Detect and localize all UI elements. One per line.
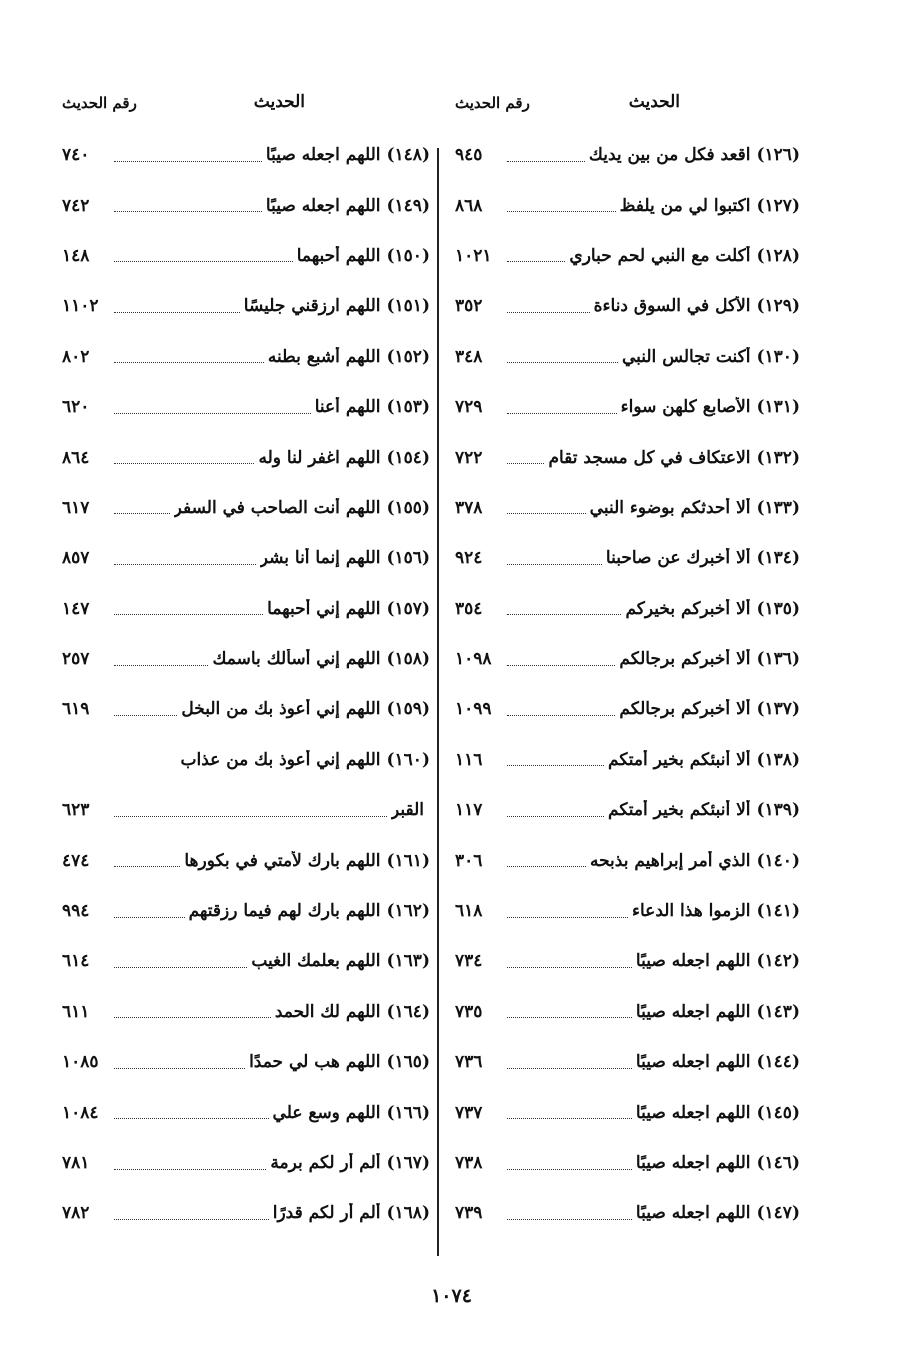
entry-hadith-number: ٧٤٠ bbox=[62, 145, 90, 166]
entry-hadith-number: ٩٤٥ bbox=[455, 145, 483, 166]
index-entry bbox=[455, 432, 800, 482]
entry-hadith-number: ١٠٢١ bbox=[455, 245, 492, 266]
index-entry bbox=[62, 332, 430, 382]
index-entry bbox=[62, 987, 430, 1037]
entry-text: اللهم إني أعوذ بك من عذاب bbox=[180, 749, 381, 770]
dot-leader bbox=[507, 249, 565, 262]
entry-text: ألا أنبئكم بخير أمتكم bbox=[608, 800, 751, 821]
index-entry bbox=[455, 634, 800, 684]
index-entry bbox=[62, 936, 430, 986]
dot-leader bbox=[507, 1207, 632, 1220]
dot-leader bbox=[114, 552, 256, 565]
entry-text: اللهم إني أحبهما bbox=[267, 598, 381, 619]
entry-index: (١٣٤) bbox=[756, 548, 800, 569]
entry-hadith-number: ٧٣٧ bbox=[455, 1102, 483, 1123]
entry-index: (١٦٠) bbox=[386, 749, 430, 770]
entry-hadith-number: ١٠٩٩ bbox=[455, 699, 492, 720]
hadith-number-header: رقم الحديث bbox=[62, 94, 137, 112]
index-entry bbox=[455, 684, 800, 734]
dot-leader bbox=[507, 1005, 632, 1018]
entry-index: (١٢٩) bbox=[756, 296, 800, 317]
index-entry bbox=[455, 835, 800, 885]
index-entry bbox=[62, 180, 430, 230]
index-entry bbox=[62, 785, 430, 835]
entry-hadith-number: ٨٠٢ bbox=[62, 346, 90, 367]
entry-hadith-number: ١٠٩٨ bbox=[455, 649, 492, 670]
index-entry bbox=[455, 382, 800, 432]
entry-text: الأكل في السوق دناءة bbox=[593, 296, 751, 317]
entry-hadith-number: ١١٧ bbox=[455, 800, 483, 821]
dot-leader bbox=[507, 501, 586, 514]
entry-hadith-number: ٣٥٤ bbox=[455, 598, 483, 619]
dot-leader bbox=[507, 552, 602, 565]
entry-hadith-number: ٧٨١ bbox=[62, 1153, 90, 1173]
entry-hadith-number: ١٤٧ bbox=[62, 598, 90, 619]
dot-leader bbox=[114, 905, 185, 918]
dot-leader bbox=[507, 401, 617, 414]
index-entry bbox=[62, 533, 430, 583]
entry-text: ألا أخبرك عن صاحبنا bbox=[605, 548, 751, 569]
entry-text: اللهم بارك لهم فيما رزقتهم bbox=[188, 901, 381, 922]
entry-index: (١٣١) bbox=[756, 397, 800, 418]
dot-leader bbox=[507, 955, 632, 968]
index-entry bbox=[455, 886, 800, 936]
entry-text: أكلت مع النبي لحم حباري bbox=[569, 245, 751, 266]
entry-index: (١٦٤) bbox=[386, 1001, 430, 1022]
dot-leader bbox=[507, 804, 604, 817]
entry-hadith-number: ٧٣٤ bbox=[455, 951, 483, 972]
entry-hadith-number: ٧٤٢ bbox=[62, 195, 90, 216]
entry-text: القبر bbox=[390, 800, 424, 821]
entry-text: الاعتكاف في كل مسجد تقام bbox=[548, 447, 751, 468]
entry-text: الأصابع كلهن سواء bbox=[620, 397, 751, 418]
dot-leader bbox=[114, 199, 262, 212]
index-entry bbox=[62, 483, 430, 533]
entry-index: (١٥٣) bbox=[386, 397, 430, 418]
index-entry bbox=[62, 281, 430, 331]
entry-index: (١٤٣) bbox=[756, 1001, 800, 1022]
index-entry bbox=[455, 533, 800, 583]
entry-text: ألم أر لكم برمة bbox=[270, 1153, 381, 1173]
right-entries-list bbox=[455, 130, 800, 1239]
dot-leader bbox=[507, 703, 615, 716]
entry-text: اللهم اجعله صيبًا bbox=[635, 1052, 751, 1073]
entry-index: (١٢٦) bbox=[756, 145, 800, 166]
index-entry bbox=[455, 584, 800, 634]
entry-text: اللهم بعلمك الغيب bbox=[251, 951, 381, 972]
index-entry bbox=[62, 886, 430, 936]
index-entry bbox=[455, 936, 800, 986]
entry-text: ألا أحدثكم بوضوء النبي bbox=[589, 497, 751, 518]
dot-leader bbox=[114, 653, 208, 666]
entry-hadith-number: ٣٤٨ bbox=[455, 346, 483, 367]
page-number: ١٠٧٤ bbox=[431, 1285, 472, 1307]
dot-leader bbox=[114, 501, 170, 514]
entry-index: (١٢٧) bbox=[756, 195, 800, 216]
entry-hadith-number: ١٠٨٥ bbox=[62, 1052, 99, 1073]
index-entry bbox=[455, 180, 800, 230]
entry-hadith-number: ٧٣٦ bbox=[455, 1052, 483, 1073]
hadith-header: الحديث bbox=[628, 92, 680, 112]
index-entry bbox=[62, 382, 430, 432]
entry-hadith-number: ٩٢٤ bbox=[455, 548, 483, 569]
entry-text: اللهم اجعله صيبًا bbox=[635, 951, 751, 972]
entry-text: اللهم اجعله صيبًا bbox=[635, 1153, 751, 1173]
index-entry bbox=[455, 130, 800, 180]
entry-hadith-number: ٦١٩ bbox=[62, 699, 90, 720]
dot-leader bbox=[114, 149, 262, 162]
entry-index: (١٦٢) bbox=[386, 901, 430, 922]
entry-text: اللهم أعنا bbox=[314, 397, 381, 418]
entry-hadith-number: ٦١١ bbox=[62, 1001, 90, 1022]
index-entry bbox=[62, 735, 430, 785]
entry-text: اللهم اجعله صيبًا bbox=[635, 1203, 751, 1224]
index-entry bbox=[455, 735, 800, 785]
entry-index: (١٦٦) bbox=[386, 1102, 430, 1123]
entry-index: (١٦٧) bbox=[386, 1153, 430, 1173]
entry-index: (١٤٤) bbox=[756, 1052, 800, 1073]
entry-index: (١٤٢) bbox=[756, 951, 800, 972]
entry-index: (١٥٨) bbox=[386, 649, 430, 670]
dot-leader bbox=[114, 1106, 269, 1119]
index-entry bbox=[455, 1138, 800, 1188]
entry-text: اللهم اجعله صيبًا bbox=[265, 145, 381, 166]
dot-leader bbox=[114, 249, 293, 262]
entry-hadith-number: ٧٣٥ bbox=[455, 1001, 483, 1022]
index-entry bbox=[455, 785, 800, 835]
entry-hadith-number: ١٤٨ bbox=[62, 245, 90, 266]
entry-text: اللهم اجعله صيبًا bbox=[265, 195, 381, 216]
dot-leader bbox=[114, 1207, 269, 1220]
dot-leader bbox=[507, 1056, 632, 1069]
entry-hadith-number: ١١٦ bbox=[455, 749, 483, 770]
dot-leader bbox=[507, 1106, 632, 1119]
entry-text: اللهم اجعله صيبًا bbox=[635, 1001, 751, 1022]
entry-text: اللهم وسع علي bbox=[272, 1102, 381, 1123]
entry-index: (١٤١) bbox=[756, 901, 800, 922]
index-entry bbox=[62, 231, 430, 281]
right-column bbox=[455, 80, 800, 1224]
entry-text: الذي أمر إبراهيم بذبحه bbox=[589, 850, 751, 871]
dot-leader bbox=[114, 854, 180, 867]
dot-leader bbox=[507, 653, 615, 666]
entry-index: (١٤٨) bbox=[386, 145, 430, 166]
entry-hadith-number: ٦٢٣ bbox=[62, 800, 90, 821]
index-entry bbox=[455, 332, 800, 382]
entry-text: اللهم إنما أنا بشر bbox=[259, 548, 381, 569]
entry-hadith-number: ٧٣٨ bbox=[455, 1153, 483, 1173]
entry-hadith-number: ٦١٤ bbox=[62, 951, 90, 972]
entry-text: اللهم هب لي حمدًا bbox=[249, 1052, 381, 1073]
entry-hadith-number: ٨٦٨ bbox=[455, 195, 483, 216]
index-entry bbox=[62, 584, 430, 634]
entry-index: (١٥٩) bbox=[386, 699, 430, 720]
entry-hadith-number: ١٠٨٤ bbox=[62, 1102, 99, 1123]
entry-text: أكنت تجالس النبي bbox=[621, 346, 751, 367]
dot-leader bbox=[114, 451, 254, 464]
entry-index: (١٣٥) bbox=[756, 598, 800, 619]
entry-index: (١٢٨) bbox=[756, 245, 800, 266]
dot-leader bbox=[114, 804, 387, 817]
entry-text: اقعد فكل من بين يديك bbox=[588, 145, 751, 166]
entry-index: (١٣٨) bbox=[756, 749, 800, 770]
entry-index: (١٣٩) bbox=[756, 800, 800, 821]
entry-text: ألا أنبئكم بخير أمتكم bbox=[608, 749, 751, 770]
entry-index: (١٣٧) bbox=[756, 699, 800, 720]
dot-leader bbox=[507, 350, 618, 363]
index-entry bbox=[62, 634, 430, 684]
dot-leader bbox=[507, 905, 628, 918]
dot-leader bbox=[114, 1157, 266, 1170]
left-entries-list bbox=[62, 130, 430, 1239]
entry-hadith-number: ٨٦٤ bbox=[62, 447, 90, 468]
index-entry bbox=[62, 130, 430, 180]
entry-text: اللهم لك الحمد bbox=[274, 1001, 381, 1022]
right-column-header bbox=[455, 80, 800, 125]
dot-leader bbox=[507, 1157, 632, 1170]
index-entry bbox=[62, 684, 430, 734]
left-column bbox=[62, 80, 430, 1224]
entry-hadith-number: ٣٥٢ bbox=[455, 296, 483, 317]
dot-leader bbox=[507, 300, 590, 313]
entry-text: اللهم إني أسألك باسمك bbox=[212, 649, 381, 670]
dot-leader bbox=[114, 754, 176, 766]
entry-hadith-number: ٧٨٢ bbox=[62, 1203, 90, 1224]
entry-text: اكتبوا لي من يلفظ bbox=[619, 195, 751, 216]
entry-index: (١٥٤) bbox=[386, 447, 430, 468]
entry-hadith-number: ٢٥٧ bbox=[62, 649, 90, 670]
entry-hadith-number: ٣٠٦ bbox=[455, 850, 483, 871]
entry-text: ألا أخبركم برجالكم bbox=[619, 699, 751, 720]
dot-leader bbox=[507, 149, 585, 162]
entry-hadith-number: ٨٥٧ bbox=[62, 548, 90, 569]
hadith-header: الحديث bbox=[253, 92, 305, 112]
dot-leader bbox=[507, 753, 604, 766]
entry-index: (١٦٣) bbox=[386, 951, 430, 972]
entry-hadith-number: ٦١٧ bbox=[62, 497, 90, 518]
entry-index: (١٣٣) bbox=[756, 497, 800, 518]
entry-hadith-number: ٧٣٩ bbox=[455, 1203, 483, 1224]
entry-index: (١٥١) bbox=[386, 296, 430, 317]
entry-hadith-number: ٦٢٠ bbox=[62, 397, 90, 418]
dot-leader bbox=[114, 955, 247, 968]
entry-hadith-number: ٩٩٤ bbox=[62, 901, 90, 922]
index-entry bbox=[62, 1188, 430, 1238]
entry-text: ألا أخبركم بخيركم bbox=[625, 598, 751, 619]
entry-text: ألم أر لكم قدرًا bbox=[272, 1203, 381, 1224]
index-entry bbox=[62, 432, 430, 482]
entry-index: (١٦٨) bbox=[386, 1203, 430, 1224]
entry-index: (١٤٩) bbox=[386, 195, 430, 216]
entry-index: (١٥٦) bbox=[386, 548, 430, 569]
entry-text: ألا أخبركم برجالكم bbox=[619, 649, 751, 670]
index-entry bbox=[455, 483, 800, 533]
entry-index: (١٣٠) bbox=[756, 346, 800, 367]
dot-leader bbox=[114, 1056, 245, 1069]
entry-hadith-number: ٣٧٨ bbox=[455, 497, 483, 518]
dot-leader bbox=[114, 350, 264, 363]
entry-index: (١٥٧) bbox=[386, 598, 430, 619]
entry-index: (١٤٥) bbox=[756, 1102, 800, 1123]
entry-text: اللهم اجعله صيبًا bbox=[635, 1102, 751, 1123]
entry-hadith-number: ٧٢٢ bbox=[455, 447, 483, 468]
dot-leader bbox=[114, 300, 240, 313]
entry-text: اللهم بارك لأمتي في بكورها bbox=[184, 850, 381, 871]
entry-index: (١٦٥) bbox=[386, 1052, 430, 1073]
dot-leader bbox=[114, 1005, 271, 1018]
entry-index: (١٤٧) bbox=[756, 1203, 800, 1224]
entry-hadith-number: ١١٠٢ bbox=[62, 296, 99, 317]
index-entry bbox=[62, 1138, 430, 1188]
entry-text: اللهم ارزقني جليسًا bbox=[243, 296, 381, 317]
entry-index: (١٥٢) bbox=[386, 346, 430, 367]
entry-text: اللهم أشبع بطنه bbox=[267, 346, 381, 367]
index-entry bbox=[455, 987, 800, 1037]
index-entry bbox=[455, 1087, 800, 1137]
dot-leader bbox=[507, 854, 586, 867]
entry-hadith-number: ٦١٨ bbox=[455, 901, 483, 922]
hadith-number-header: رقم الحديث bbox=[455, 94, 530, 112]
dot-leader bbox=[507, 451, 544, 464]
entry-text: اللهم أنت الصاحب في السفر bbox=[173, 497, 381, 518]
dot-leader bbox=[114, 602, 263, 615]
entry-hadith-number: ٤٧٤ bbox=[62, 850, 90, 871]
entry-index: (١٦١) bbox=[386, 850, 430, 871]
entry-index: (١٥٠) bbox=[386, 245, 430, 266]
entry-text: الزموا هذا الدعاء bbox=[632, 901, 751, 922]
entry-text: اللهم أحبهما bbox=[296, 245, 381, 266]
entry-index: (١٤٠) bbox=[756, 850, 800, 871]
entry-index: (١٥٥) bbox=[386, 497, 430, 518]
entry-index: (١٣٦) bbox=[756, 649, 800, 670]
entry-hadith-number: ٧٢٩ bbox=[455, 397, 483, 418]
entry-text: اللهم إني أعوذ بك من البخل bbox=[181, 699, 381, 720]
index-entry bbox=[455, 1037, 800, 1087]
index-entry bbox=[455, 231, 800, 281]
entry-text: اللهم اغفر لنا وله bbox=[258, 447, 381, 468]
index-entry bbox=[62, 835, 430, 885]
left-column-header bbox=[62, 80, 430, 125]
dot-leader bbox=[114, 401, 311, 414]
dot-leader bbox=[507, 602, 621, 615]
index-entry bbox=[455, 1188, 800, 1238]
entry-index: (١٣٢) bbox=[756, 447, 800, 468]
index-entry bbox=[455, 281, 800, 331]
entry-index: (١٤٦) bbox=[756, 1153, 800, 1173]
dot-leader bbox=[114, 703, 177, 716]
column-divider bbox=[437, 148, 439, 1256]
dot-leader bbox=[507, 199, 616, 212]
index-entry bbox=[62, 1037, 430, 1087]
index-entry bbox=[62, 1087, 430, 1137]
